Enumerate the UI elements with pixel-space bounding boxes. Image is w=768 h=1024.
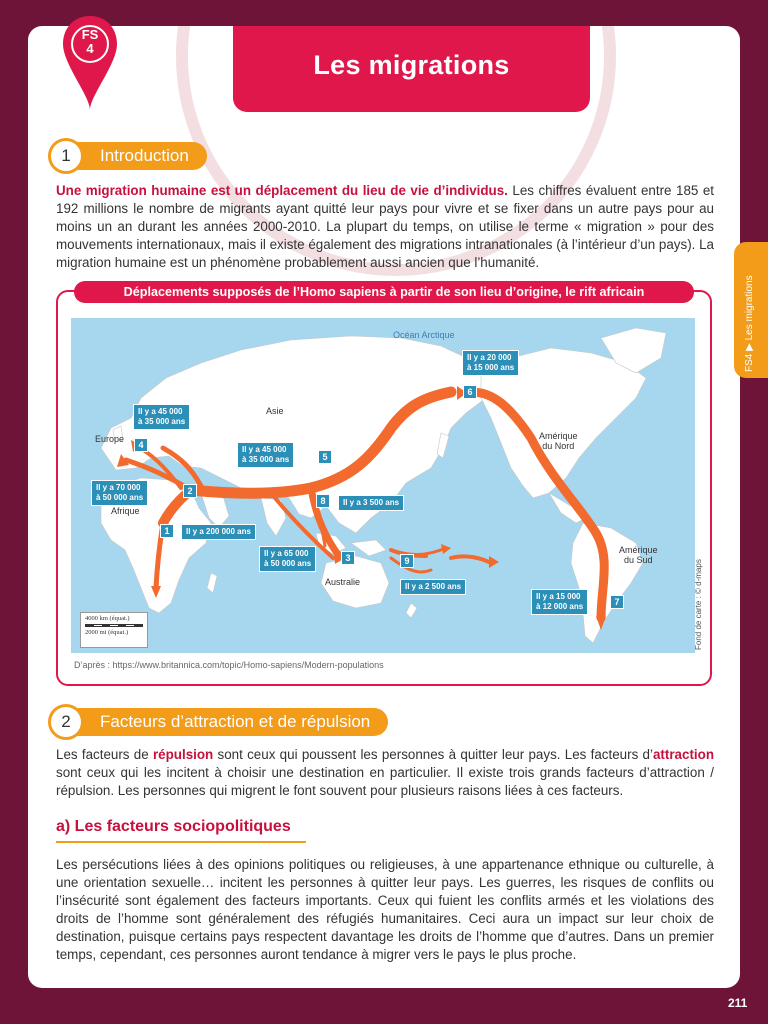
intro-body: Les chiffres évaluent entre 185 et 192 millions le nombre de migrants ayant quitté leur pays pour vivre et se fixer dans un autre pays pour au moins un an durant les années 2000-2010. La plupart du temps, on utilise le terme « migration » pour des mouvements internationaux, mais il existe également des migrations intranationales (à l’intérieur d’un pays). La migration humaine est un phénomène probablement aussi ancien que l’humanité.: [56, 183, 714, 270]
label-asie: Asie: [266, 406, 284, 416]
tag-1: Il y a 200 000 ans: [181, 524, 256, 540]
section-1-header: [48, 140, 207, 172]
tag-3-line2: à 50 000 ans: [264, 559, 312, 568]
label-amerique-nord: [539, 431, 578, 451]
scale-km: 4000 km (équat.): [85, 615, 130, 622]
tag-2: [91, 480, 148, 506]
section-2-title: Facteurs d’attraction et de répulsion: [70, 708, 388, 736]
tag-6: [462, 350, 519, 376]
tag-4: [133, 404, 190, 430]
scale-bar: [85, 624, 143, 627]
tag-8: Il y a 3 500 ans: [338, 495, 404, 511]
map-graphic: [71, 318, 695, 653]
s2-text-b: sont ceux qui poussent les personnes à quitter leur pays. Les facteurs d’: [213, 747, 653, 762]
label-amerique-nord-2: du Nord: [542, 441, 575, 451]
subsection-underline: [56, 841, 306, 843]
world-map: [71, 318, 695, 653]
section-2-number: 2: [48, 704, 84, 740]
label-ocean-arctique: Océan Arctique: [393, 330, 455, 340]
sociopolitical-paragraph: Les persécutions liées à des opinions politiques ou religieuses, à une appartenance ethnique ou culturelle, à une orientation sexuelle… incitent les personnes à quitter leur pays. Les guerres, les risques de conflits ou l’insécurité sont également des facteurs importants. Ceux qui fuient les conflits armés et les violations des droits de l’homme sont généralement des réfugiés humanitaires. Ceci aura un impact sur leur choix de destination, puisque certains pays respectent davantage les droits de l’homme que d’autres. Dans un premier temps, cependant, ces personnes auront tendance à migrer vers le pays le plus proche.: [56, 857, 714, 962]
marker-6: 6: [463, 385, 477, 399]
label-europe: Europe: [95, 434, 125, 444]
map-title: Déplacements supposés de l’Homo sapiens à partir de son lieu d’origine, le rift africain: [74, 281, 694, 303]
side-tab-label: FS4 ▶ Les migrations: [744, 275, 755, 372]
s2-text-a: Les facteurs de: [56, 747, 153, 762]
tag-7-line2: à 12 000 ans: [536, 602, 584, 611]
section-1-title: Introduction: [70, 142, 207, 170]
label-amerique-nord-1: Amérique: [539, 431, 578, 441]
tag-6-line1: Il y a 20 000: [467, 353, 512, 362]
map-scale: [80, 612, 148, 648]
intro-paragraph: [56, 182, 714, 272]
marker-4: 4: [134, 438, 148, 452]
section-2-header: [48, 706, 388, 738]
section-2-paragraph: [56, 746, 714, 800]
tag-2-line1: Il y a 70 000: [96, 483, 141, 492]
map-credit: Fond de carte : © d-maps: [694, 559, 703, 650]
label-australie: Australie: [325, 577, 361, 587]
keyword-attraction: attraction: [652, 747, 714, 762]
tag-6-line2: à 15 000 ans: [467, 363, 515, 372]
label-amerique-sud-2: du Sud: [624, 555, 653, 565]
tag-3-line1: Il y a 65 000: [264, 549, 309, 558]
map-source: D’après : https://www.britannica.com/topic/Homo-sapiens/Modern-populations: [74, 660, 384, 670]
tag-4-line2: à 35 000 ans: [138, 417, 186, 426]
scale-mi: 2000 mi (équat.): [85, 629, 129, 636]
intro-lead: Une migration humaine est un déplacement du lieu de vie d’individus.: [56, 183, 508, 198]
tag-5-line1: Il y a 45 000: [242, 445, 287, 454]
marker-5: 5: [318, 450, 332, 464]
subsection-title: a) Les facteurs sociopolitiques: [56, 818, 291, 835]
marker-2: 2: [183, 484, 197, 498]
badge-line2: 4: [86, 41, 94, 56]
keyword-repulsion: répulsion: [152, 747, 214, 762]
tag-3: [259, 546, 316, 572]
marker-1: 1: [160, 524, 174, 538]
tag-5: [237, 442, 294, 468]
tag-4-line1: Il y a 45 000: [138, 407, 183, 416]
tag-7: [531, 589, 588, 615]
label-amerique-sud: [619, 545, 658, 565]
marker-3: 3: [341, 551, 355, 565]
label-afrique: Afrique: [111, 506, 140, 516]
page-number: 211: [728, 996, 748, 1010]
s2-text-c: sont ceux qui les incitent à choisir une destination en particulier. Il existe trois grands facteurs d’attraction / répulsion. Les personnes qui migrent le font souvent pour plusieurs raisons liées à ces facteurs.: [56, 765, 714, 798]
side-tab[interactable]: [734, 242, 768, 378]
page-title: Les migrations: [233, 26, 590, 112]
tag-9: Il y a 2 500 ans: [400, 579, 466, 595]
label-amerique-sud-1: Amérique: [619, 545, 658, 555]
fs-badge: [74, 28, 106, 56]
marker-7: 7: [610, 595, 624, 609]
tag-7-line1: Il y a 15 000: [536, 592, 581, 601]
marker-9: 9: [400, 554, 414, 568]
marker-8: 8: [316, 494, 330, 508]
section-1-number: 1: [48, 138, 84, 174]
badge-line1: FS: [81, 27, 99, 42]
tag-2-line2: à 50 000 ans: [96, 493, 144, 502]
tag-5-line2: à 35 000 ans: [242, 455, 290, 464]
